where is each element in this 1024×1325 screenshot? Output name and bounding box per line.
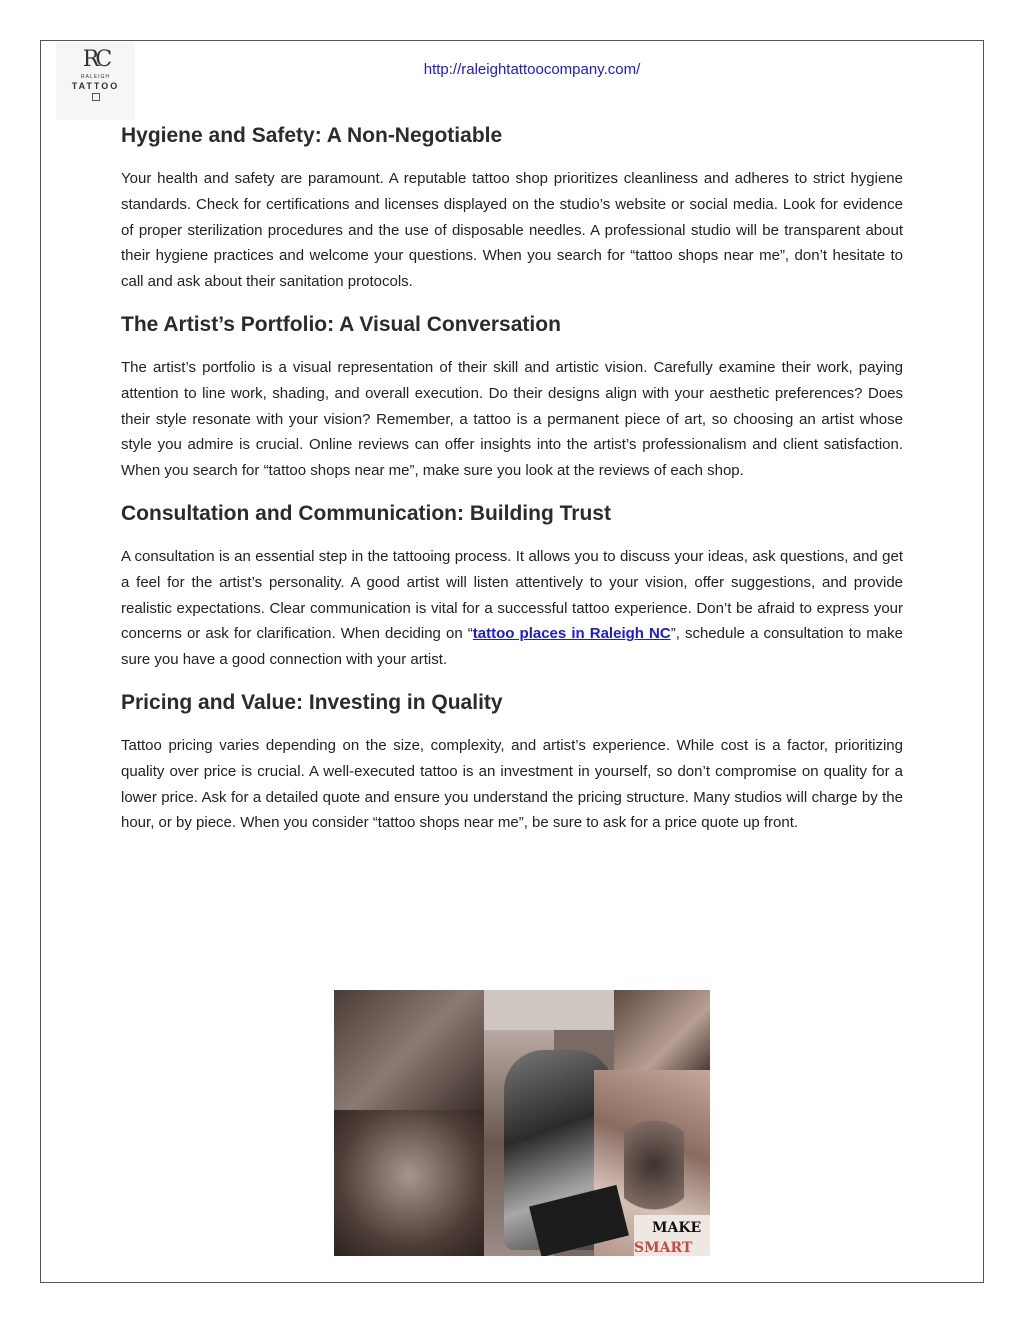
heading-portfolio: The Artist’s Portfolio: A Visual Conversation [121, 312, 561, 336]
photo-label-make: MAKE [652, 1220, 702, 1236]
logo-monogram: RC [82, 47, 109, 72]
heading-hygiene: Hygiene and Safety: A Non-Negotiable [121, 124, 503, 147]
consultation-text-before: A consultation is an essential step in the tattooing process. It allows you to discuss your ideas, ask questions, and get a feel for the artist’s personality. A good artist will listen attentively to your vision, offer suggestions, and provide realistic expectations. Clear communication is vital for a successful tattoo experience. Don’t be afraid to express your concerns or ask for clarification. When deciding on “ [121, 547, 903, 643]
paragraph-portfolio: The artist’s portfolio is a visual representation of their skill and artistic vision. Carefully examine their work, paying attention to line work, shading, and overall execution. Do their designs align with your aesthetic preferences? Does their style resonate with your vision? Remember, a tattoo is a permanent piece of art, so choosing an artist whose style you admire is crucial. Online reviews can offer insights into the artist’s professionalism and client satisfaction. When you search for “tattoo shops near me”, make sure you look at the reviews of each shop. [121, 358, 903, 480]
raleigh-tattoo-link[interactable]: tattoo places in Raleigh NC [472, 625, 671, 643]
paragraph-consultation [121, 544, 903, 673]
paragraph-pricing: Tattoo pricing varies depending on the size, complexity, and artist’s experience. While cost is a factor, prioritizing quality over price is crucial. A well-executed tattoo is an investment in yourself, so don’t compromise on quality for a lower price. Ask for a detailed quote and ensure you understand the pricing structure. Many studios will charge by the hour, or by piece. When you consider “tattoo shops near me”, be sure to ask for a price quote up front. [121, 736, 903, 832]
document-body [121, 118, 903, 848]
consultation-text-after: ”, schedule a consultation to make sure you have a good connection with your artist. [121, 625, 903, 669]
paragraph-hygiene: Your health and safety are paramount. A reputable tattoo shop prioritizes cleanliness and adheres to strict hygiene standards. Check for certifications and licenses displayed on the studio’s website or social media. Look for evidence of proper sterilization procedures and the use of disposable needles. A professional studio will be transparent about their hygiene practices and welcome your questions. When you search for “tattoo shops near me”, don’t hesitate to call and ask about their sanitation protocols. [121, 170, 903, 291]
logo-mark-icon [92, 93, 100, 101]
company-logo [56, 42, 135, 120]
heading-pricing: Pricing and Value: Investing in Quality [121, 690, 503, 714]
logo-wordmark: TATTOO [71, 81, 120, 91]
logo-small-text: RALEIGH [81, 74, 110, 80]
heading-consultation: Consultation and Communication: Building Trust [121, 501, 611, 525]
photo-label-smart: SMART [634, 1240, 693, 1256]
tattoo-collage-image [334, 990, 710, 1256]
site-url-link[interactable]: http://raleightattoocompany.com/ [423, 61, 641, 78]
